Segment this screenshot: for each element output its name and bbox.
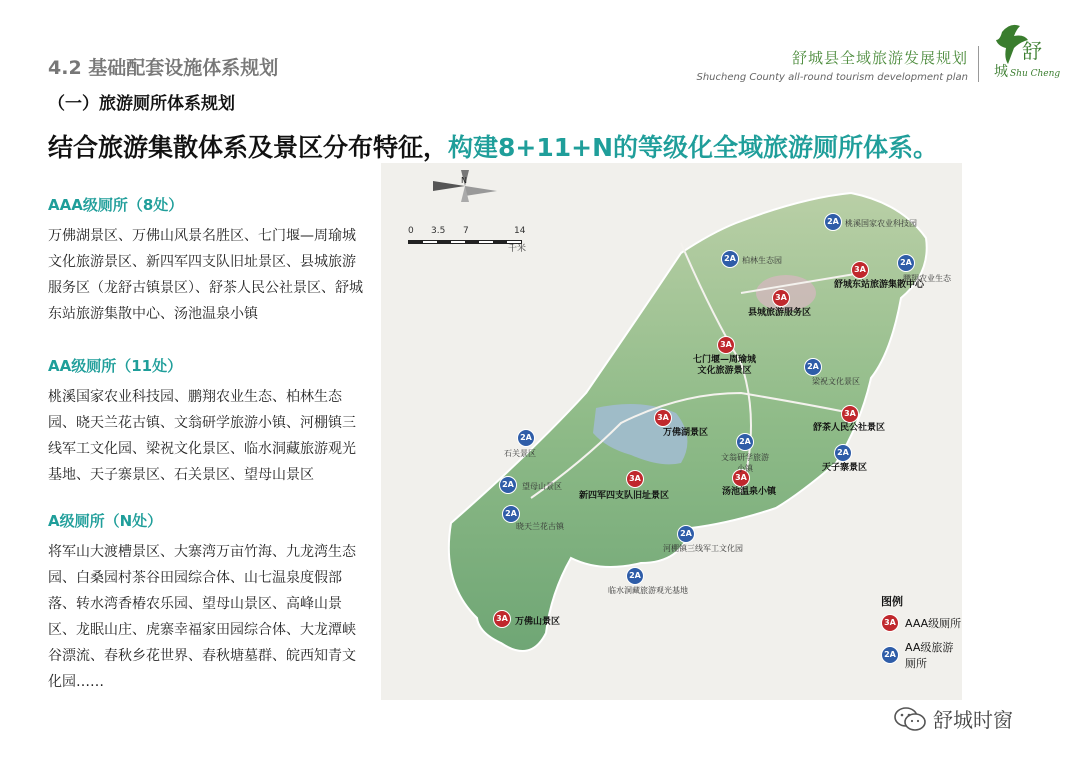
marker-aaa[interactable]: 3A <box>772 289 790 307</box>
aa-body: 桃溪国家农业科技园、鹏翔农业生态、柏林生态园、晓天兰花古镇、文翁研学旅游小镇、河棚镇三线军工文化园、梁祝文化景区、临水洞藏旅游观光基地、天子寨景区、石关景区、望母山景区 <box>48 389 356 483</box>
site-label: 万佛山景区 <box>515 617 561 627</box>
site-label: 柏林生态园 <box>742 256 782 265</box>
site-label: 桃溪国家农业科技园 <box>845 219 917 228</box>
site-label: 天子寨景区 <box>822 463 868 473</box>
site-label: 县城旅游服务区 <box>748 308 812 318</box>
logo-char-2: 城 <box>994 64 1008 80</box>
marker-aa[interactable]: 2A <box>804 358 822 376</box>
legend-item-aaa <box>881 614 962 632</box>
marker-aa[interactable]: 2A <box>897 254 915 272</box>
legend-aaa-badge: 3A <box>881 614 899 632</box>
marker-aaa[interactable]: 3A <box>851 261 869 279</box>
map-legend <box>881 593 962 678</box>
compass-icon <box>433 170 497 202</box>
scale-tick: 0 <box>408 226 414 236</box>
brand-divider <box>978 46 979 82</box>
marker-aa[interactable]: 2A <box>721 250 739 268</box>
logo-text-en: Shu Cheng <box>1010 69 1061 79</box>
scale-tick: 3.5 <box>431 226 446 236</box>
section-title: 4.2 基础配套设施体系规划 <box>48 57 279 79</box>
marker-aaa[interactable]: 3A <box>626 470 644 488</box>
site-label: 石关景区 <box>504 449 536 458</box>
site-label: 文翁研学旅游 小镇 <box>721 453 769 473</box>
marker-aa[interactable]: 2A <box>677 525 695 543</box>
watermark-text: 舒城时窗 <box>933 708 1013 732</box>
site-label: 望母山景区 <box>522 482 562 491</box>
marker-aa[interactable]: 2A <box>834 444 852 462</box>
brand-block <box>696 47 968 83</box>
subsection-title: （一）旅游厕所体系规划 <box>48 94 235 114</box>
legend-aa-label: AA级旅游厕所 <box>905 641 954 670</box>
aa-heading: AA级厕所（11处） <box>48 357 183 375</box>
site-label: 梁祝文化景区 <box>812 377 860 386</box>
legend-aaa-label: AAA级厕所 <box>905 617 962 630</box>
site-label: 七门堰—周瑜城 文化旅游景区 <box>693 355 757 376</box>
a-body: 将军山大渡槽景区、大寨湾万亩竹海、九龙湾生态园、白桑园村茶谷田园综合体、山七温泉度假部落、转水湾香椿农乐园、望母山景区、高峰山景区、龙眠山庄、虎寨幸福家田园综合体、大龙潭峡谷漂流、春秋乡花世界、春秋塘墓群、皖西知青文化园…… <box>48 544 356 690</box>
logo-char-1: 舒 <box>1022 39 1042 63</box>
site-label: 舒茶人民公社景区 <box>813 423 886 433</box>
marker-aa[interactable]: 2A <box>502 505 520 523</box>
scale-unit: 千米 <box>508 244 527 254</box>
brand-name-cn: 舒城县全域旅游发展规划 <box>791 49 968 67</box>
shucheng-logo-icon <box>984 18 1064 84</box>
wechat-icon <box>893 706 927 732</box>
site-label: 万佛湖景区 <box>663 428 709 438</box>
site-label: 河棚镇三线军工文化园 <box>663 544 743 553</box>
marker-aa[interactable]: 2A <box>517 429 535 447</box>
headline-accent: 构建8+11+N的等级化全域旅游厕所体系。 <box>448 133 939 162</box>
site-label: 临水洞藏旅游观光基地 <box>608 586 688 595</box>
aaa-body: 万佛湖景区、万佛山风景名胜区、七门堰—周瑜城文化旅游景区、新四军四支队旧址景区、县城旅游服务区（龙舒古镇景区）、舒茶人民公社景区、舒城东站旅游集散中心、汤池温泉小镇 <box>48 228 363 322</box>
site-label: 新四军四支队旧址景区 <box>579 491 670 501</box>
a-heading: A级厕所（N处） <box>48 512 163 530</box>
marker-aa[interactable]: 2A <box>824 213 842 231</box>
marker-aa[interactable]: 2A <box>736 433 754 451</box>
headline <box>48 128 938 164</box>
scale-tick: 14 <box>514 226 526 236</box>
headline-main: 结合旅游集散体系及景区分布特征， <box>48 133 449 162</box>
compass-label: N <box>461 176 467 185</box>
marker-aa[interactable]: 2A <box>499 476 517 494</box>
marker-aaa[interactable]: 3A <box>654 409 672 427</box>
category-list <box>48 194 368 717</box>
legend-item-aa <box>881 639 962 671</box>
scale-tick: 7 <box>463 226 469 236</box>
legend-aa-badge: 2A <box>881 646 899 664</box>
marker-aaa[interactable]: 3A <box>732 469 750 487</box>
site-label: 汤池温泉小镇 <box>722 487 777 497</box>
watermark <box>893 704 1013 733</box>
brand-name-en: Shucheng County all-round tourism development plan <box>696 72 968 83</box>
site-label: 晓天兰花古镇 <box>516 522 564 531</box>
marker-aaa[interactable]: 3A <box>841 405 859 423</box>
marker-aaa[interactable]: 3A <box>493 610 511 628</box>
site-label: 鹏翔农业生态 <box>903 274 951 283</box>
county-map <box>381 163 962 700</box>
site-label: 舒城东站旅游集散中心 <box>834 280 925 290</box>
aaa-heading: AAA级厕所（8处） <box>48 196 184 214</box>
marker-aaa[interactable]: 3A <box>717 336 735 354</box>
legend-title: 图例 <box>881 595 903 608</box>
marker-aa[interactable]: 2A <box>626 567 644 585</box>
